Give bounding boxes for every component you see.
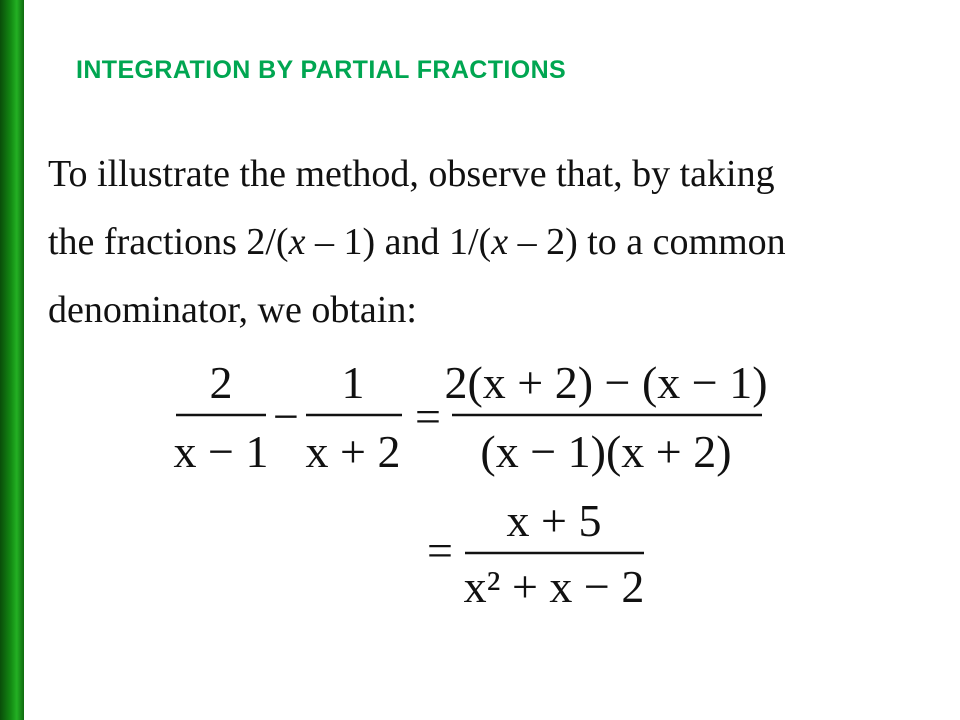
paragraph-line-2-part-c: – 2) to a common xyxy=(508,221,786,263)
result-numerator: x + 5 xyxy=(506,495,602,546)
equals-sign-1: = xyxy=(415,391,441,442)
paragraph-line-2-var-1: x xyxy=(288,221,306,263)
result-denominator: x² + x − 2 xyxy=(463,561,645,612)
rhs-numerator: 2(x + 2) − (x − 1) xyxy=(444,357,768,408)
fraction-1-numerator: 2 xyxy=(209,357,233,408)
fraction-2-numerator: 1 xyxy=(341,357,365,408)
paragraph-line-2-part-a: the fractions 2/( xyxy=(48,221,289,263)
paragraph-line-2-part-b: – 1) and 1/( xyxy=(305,221,492,263)
rhs-denominator: (x − 1)(x + 2) xyxy=(480,426,732,477)
equals-sign-2: = xyxy=(427,525,453,576)
paragraph-line-1: To illustrate the method, observe that, by taking xyxy=(48,153,775,195)
minus-operator: − xyxy=(273,391,299,442)
paragraph-line-3: denominator, we obtain: xyxy=(48,289,417,331)
fraction-1-denominator: x − 1 xyxy=(173,426,269,477)
paragraph-line-2-var-2: x xyxy=(491,221,509,263)
slide-title: INTEGRATION BY PARTIAL FRACTIONS xyxy=(76,56,567,84)
fraction-2-denominator: x + 2 xyxy=(305,426,401,477)
